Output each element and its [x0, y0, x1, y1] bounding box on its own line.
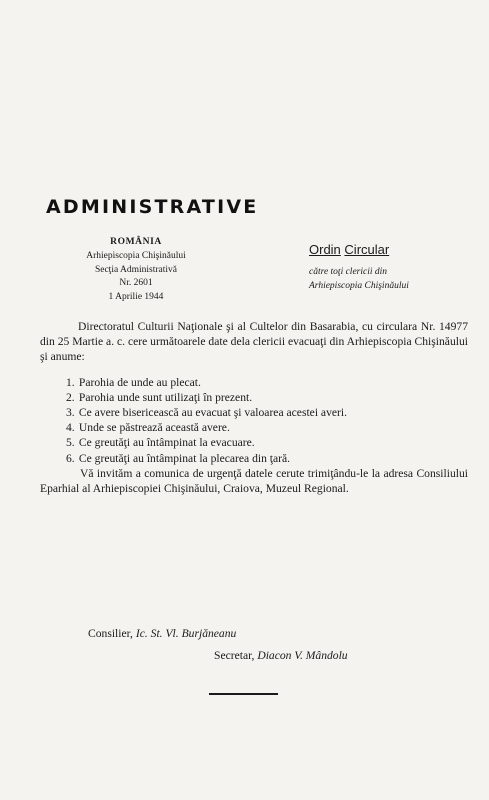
sender-section: Secţia Administrativă	[94, 264, 178, 275]
signature-name: Ic. St. Vl. Burjăneanu	[135, 627, 237, 640]
list-item	[40, 420, 468, 435]
circular-title	[309, 243, 469, 257]
item-number: 6.	[66, 451, 75, 465]
circular-title-word1: Ordin	[309, 242, 341, 257]
circular-title-word2: Circular	[344, 242, 390, 257]
circular-block	[309, 243, 469, 293]
sender-block	[56, 236, 216, 305]
list-item	[40, 405, 468, 420]
item-text: Ce greutăţi au întâmpinat la plecarea din ţară.	[78, 451, 291, 465]
recipients-line1: către toţi clericii din	[309, 267, 388, 277]
signature-secretary	[214, 649, 348, 662]
list-item	[40, 375, 468, 390]
item-text: Parohia unde sunt utilizaţi în prezent.	[78, 390, 253, 404]
intro-paragraph: Directoratul Culturii Naţionale şi al Cultelor din Basarabia, cu circulara Nr. 14977 din 25 Martie a. c. cere următoarele date dela clericii evacuaţi din Arhiepiscopia Chişinăului şi anume:	[40, 320, 468, 364]
item-text: Ce greutăţi au întâmpinat la evacuare.	[78, 436, 255, 450]
item-number: 5.	[66, 436, 75, 450]
item-number: 2.	[66, 390, 75, 404]
list-item	[40, 451, 468, 466]
item-text: Ce avere bisericească au evacuat şi valoarea acestei averi.	[78, 406, 348, 420]
document-number: Nr. 2601	[119, 278, 153, 289]
signature-name: Diacon V. Mândolu	[257, 649, 348, 662]
request-list	[40, 375, 468, 466]
letter-body	[40, 319, 468, 496]
signature-councillor	[88, 627, 236, 640]
sender-country: ROMÂNIA	[110, 237, 162, 247]
sender-institution: Arhiepiscopia Chişinăului	[86, 250, 186, 261]
signature-role: Consilier,	[88, 627, 133, 640]
list-item	[40, 390, 468, 405]
list-item	[40, 435, 468, 450]
recipients-line2: Arhiepiscopia Chişinăului	[309, 281, 409, 291]
item-number: 3.	[66, 406, 75, 420]
page-title: ADMINISTRATIVE	[46, 196, 259, 218]
document-date: 1 Aprilie 1944	[108, 292, 164, 303]
item-text: Unde se păstrează această avere.	[78, 421, 230, 435]
end-divider	[209, 693, 278, 695]
item-number: 1.	[66, 375, 75, 389]
signature-role: Secretar,	[214, 649, 255, 662]
item-number: 4.	[66, 421, 75, 435]
closing-paragraph: Vă invităm a comunica de urgenţă datele cerute trimiţându-le la adresa Consiliului Eparhial al Arhiepiscopiei Chişinăului, Craiova, Muzeul Regional.	[40, 466, 468, 496]
item-text: Parohia de unde au plecat.	[78, 375, 201, 389]
